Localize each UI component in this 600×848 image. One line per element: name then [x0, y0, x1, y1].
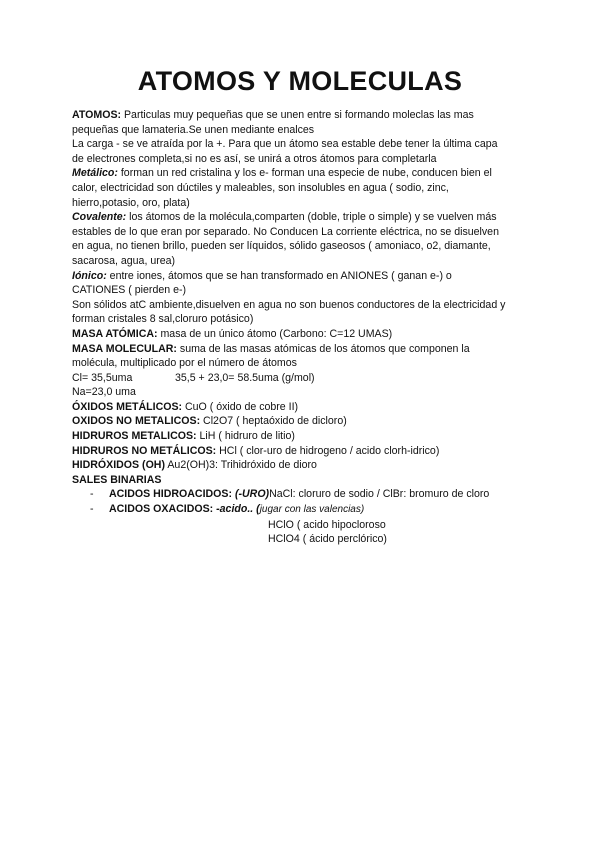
- atomos-line-2: pequeñas que lamateria.Se unen mediante enalces: [72, 123, 315, 136]
- ionico-text-1: entre iones, átomos que se han transformado en ANIONES ( ganan e-) o: [106, 269, 452, 282]
- list-dash: -: [90, 488, 94, 501]
- covalente-text-1: los átomos de la molécula,comparten (doble, triple o simple) y se vuelven más: [126, 211, 497, 224]
- hidroacidos-label: ACIDOS HIDROACIDOS:: [109, 488, 233, 501]
- ionico-line-1: [72, 269, 542, 284]
- sales-binarias-heading: SALES BINARIAS: [72, 473, 162, 486]
- hidruros-no-metalicos-text: HCl ( clor-uro de hidrogeno / acido clorh-idrico): [216, 444, 440, 457]
- ionico-line-3: Son sólidos atC ambiente,disuelven en agua no son buenos conductores de la electricidad y: [72, 298, 506, 311]
- covalente-heading: Covalente:: [72, 211, 127, 224]
- hclo-line: HClO ( acido hipocloroso: [268, 518, 386, 531]
- masa-atomica-line: [72, 327, 542, 342]
- oxidos-no-metalicos-heading: OXIDOS NO METALICOS:: [72, 415, 201, 428]
- atomos-line-4: de electrones completa,si no es así, se unirá a otros átomos para completarla: [72, 152, 437, 165]
- metalico-line-2: calor, electricidad son dúctiles y maleables, son insolubles en agua ( sodio, zinc,: [72, 181, 449, 194]
- hidroxidos-line: [72, 458, 542, 473]
- atomos-text-1: Particulas muy pequeñas que se unen entre si formando moleclas las mas: [121, 109, 474, 121]
- metalico-text-1: forman un red cristalina y los e- forman una especie de nube, conducen bien el: [117, 167, 492, 180]
- page-title: ATOMOS Y MOLECULAS: [137, 66, 463, 96]
- hidruros-no-metalicos-line: [72, 444, 542, 459]
- metalico-line-3: hierro,potasio, oro, plata): [72, 196, 190, 209]
- document-body: [72, 108, 542, 547]
- oxidos-metalicos-line: [72, 400, 542, 415]
- list-item-hidroacidos: [72, 487, 542, 502]
- list-dash: -: [90, 503, 94, 516]
- metalico-line-1: [72, 166, 542, 181]
- atomos-line-1: [72, 108, 542, 123]
- masa-molecular-text-1: suma de las masas atómicas de los átomos que componen la: [176, 342, 470, 355]
- list-item-oxacidos: [72, 502, 542, 518]
- hidroacidos-emphasis: (-URO): [232, 488, 270, 501]
- oxacidos-emphasis: -acido.. (: [213, 503, 260, 516]
- oxacidos-label: ACIDOS OXACIDOS:: [109, 503, 214, 516]
- masa-molecular-calc-line: [72, 371, 542, 386]
- oxidos-no-metalicos-line: [72, 414, 542, 429]
- covalente-line-3: en agua, no tienen brillo, pueden ser líquidos, sólido gaseosos ( amoniaco, o2, diamante,: [72, 240, 491, 253]
- masa-atomica-heading: MASA ATÓMICA:: [72, 327, 158, 340]
- atomos-line-3: La carga - se ve atraída por la +. Para que un átomo sea estable debe tener la última capa: [72, 138, 498, 151]
- hclo4-line: HClO4 ( ácido perclórico): [268, 533, 387, 546]
- hidruros-metalicos-heading: HIDRUROS METALICOS:: [72, 430, 197, 443]
- masa-molecular-line-2: molécula, multiplicado por el número de átomos: [72, 357, 297, 370]
- ionico-line-2: CATIONES ( pierden e-): [72, 284, 187, 297]
- hidroxidos-heading: HIDRÓXIDOS (OH): [72, 459, 165, 472]
- cl-mass: Cl= 35,5uma: [72, 371, 133, 384]
- hidroacidos-text: NaCl: cloruro de sodio / ClBr: bromuro de cloro: [269, 488, 490, 501]
- masa-molecular-line-1: [72, 342, 542, 357]
- atomos-heading: ATOMOS:: [72, 109, 122, 121]
- metalico-heading: Metálico:: [72, 167, 118, 180]
- covalente-line-2: estables de lo que eran por separado. No Conducen La corriente eléctrica, no se disuelven: [72, 225, 499, 238]
- oxidos-metalicos-text: CuO ( óxido de cobre II): [182, 400, 299, 413]
- ionico-line-4: forman cristales 8 sal,cloruro potásico): [72, 313, 254, 326]
- covalente-line-1: [72, 210, 542, 225]
- oxidos-metalicos-heading: ÓXIDOS METÁLICOS:: [72, 400, 183, 413]
- oxidos-no-metalicos-text: Cl2O7 ( heptaóxido de dicloro): [200, 415, 347, 428]
- covalente-line-4: sacarosa, agua, urea): [72, 254, 176, 267]
- oxacidos-note: jugar con las valencias): [259, 504, 365, 516]
- na-mass: Na=23,0 uma: [72, 386, 136, 399]
- hidruros-metalicos-text: LiH ( hidruro de litio): [196, 430, 295, 443]
- ionico-heading: Iónico:: [72, 269, 107, 282]
- nacl-calculation: 35,5 + 23,0= 58.5uma (g/mol): [175, 371, 315, 384]
- hidroxidos-text: Au2(OH)3: Trihidróxido de dioro: [165, 459, 317, 472]
- hidruros-no-metalicos-heading: HIDRUROS NO METÁLICOS:: [72, 444, 217, 457]
- masa-molecular-heading: MASA MOLECULAR:: [72, 342, 177, 355]
- masa-atomica-text: masa de un único átomo (Carbono: C=12 UMAS): [157, 327, 393, 340]
- hidruros-metalicos-line: [72, 429, 542, 444]
